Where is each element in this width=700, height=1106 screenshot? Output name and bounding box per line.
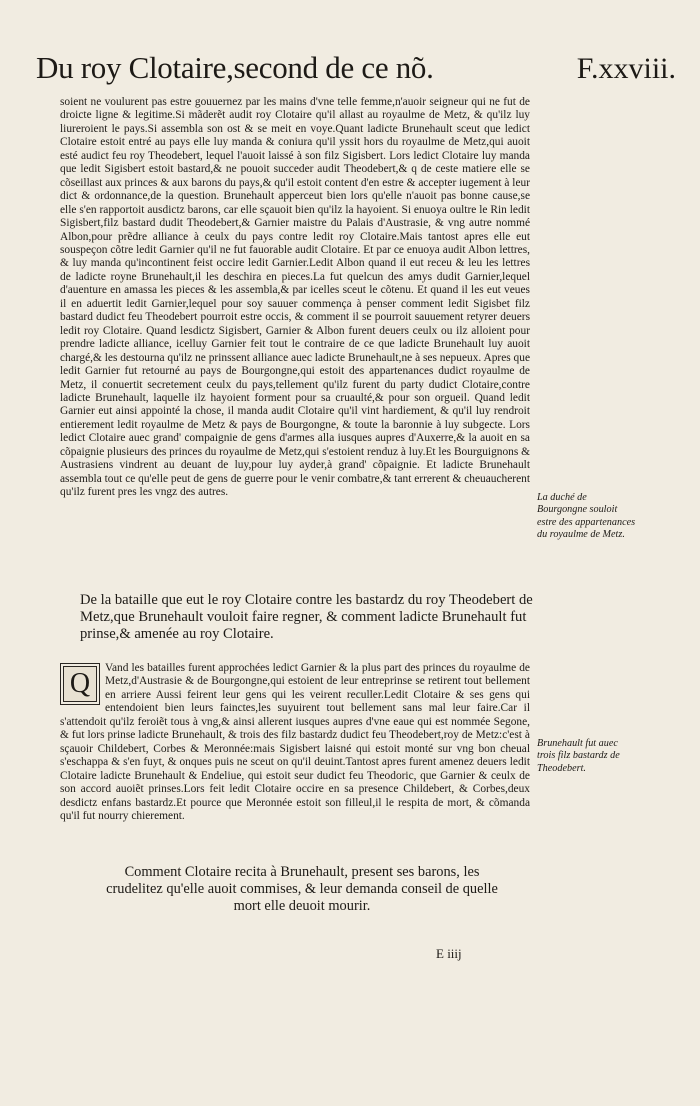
body-paragraph-2-block [60,662,530,823]
ornamental-initial: Q [60,663,100,705]
body-paragraph-1: soient ne voulurent pas estre gouuernez par les mains d'vne telle femme,n'auoir seigneur qui ne fut de droicte ligne & legitime.Si mãderẽt audit roy Clotaire qu'il allast au royaulme de Metz, & qu'ilz luy liureroient le pays.Si assembla son ost & se meit en voye.Quant ladicte Brunehault sceut que ledict Clotaire estoit entré au pays elle luy manda & coniura qu'il yssit hors du royaulme de Metz,qui auoit esté audict feu roy Theodebert, lequel l'auoit laissé à son filz Sigisbert. Lors ledict Clotaire luy manda que ledit Sigisbert estoit bastard,& ne pouoit succeder audit Theodebert,& q de ceste matiere elle se cõseillast aux princes & aux barons du pays,& qu'il estoit content d'en estre & accepter iugement à leur dict & ordonnance,de la question. Brunehault apperceut bien lors qu'elle n'auoit pas bonne cause,se elle s'en rapportoit ausdictz barons, car elle sçauoit bien qu'ilz la hayoient. Si enuoya oultre le Rin ledit Sigisbert,filz bastard dudit Theodebert,& Garnier maistre du Palais d'Austrasie, & vng autre nommé Albon,pour prẽdre alliance à ceulx du pays contre ledit roy Clotaire.Mais tantost apres elle eut souspeçon cõtre ledit Garnier qu'il ne fut fauorable audit Clotaire. Et par ce enuoya audit Albon lettres, & luy manda qu'incontinent feist occire ledit Garnier.Ledit Albon quand il eut receu & leu les lettres de ladicte royne Brunehault,il les deschira en pieces.La fut quelcun des amys dudit Garnier,lequel d'auenture en amassa les pieces & les assembla,& par icelles sceut le cõtenu. Et quand il les eut veues il en aduertit ledit Garnier,lequel pour soy sauuer commença à penser comment ledit Sigisbet filz bastard dudict feu Theodebert pourroit estre occis, & comment il se pourroit sauuement retyrer deuers ledit roy Clotaire. Quand lesdictz Sigisbert, Garnier & Albon furent deuers ceulx ou ilz alloient pour prendre ladicte alliance, icelluy Garnier feit tout le contraire de ce que ladicte Brunehault luy auoit chargé,& les destourna qu'ilz ne prinssent alliance auec ladicte Brunehault,ne à ses nepueux. Apres que ledit Garnier fut retourné au pays de Bourgongne,qui estoit des appartenances dudict royaulme de Metz, il conuertit secretement ceulx du pays,tellement qu'ilz furent du party dudict Clotaire,contre ladicte Brunehault, laquelle ilz hayoient forment pour sa cruaulté,& pour son orgueil. Quand ledit Garnier eut ainsi appointé la chose, il manda audit Clotaire qu'il vint hardiement, & qu'il luy rendroit entierement ledit royaulme de Metz & pays de Bourgongne, & toute la baronnie à luy subgecte. Lors ledict Clotaire auec grand' compaignie de gens d'armes alla iusques aupres d'Auxerre,& la auoit en sa cõpaignie plusieurs des princes du royaulme de Metz,qui s'estoient renduz à luy.Et les Bourguignons & Austrasiens vindrent au deuant de luy,pour luy ayder,à grand' cõpaignie. Et ladicte Brunehault assembla tout ce qu'elle peut de gens de guerre pour le venir combatre,& tant errerent & cheuaucherent qu'ilz furent pres les vngz des autres. [60,96,530,499]
signature-mark: E iiij [436,946,462,961]
body-paragraph-2: Vand les batailles furent approchées ledict Garnier & la plus part des princes du royaulme de Metz,d'Austrasie & de Bourgongne,qui estoient de leur entreprinse se retirent tout bellement en arriere Aussi feirent leur gens qui les veirent reculler.Ledit Clotaire & ses gens qui entendoient bien leurs fainctes,les suyuirent tout bellement sans mal leur faire.Car il s'attendoit qu'ilz feroiẽt tous à vng,& ainsi allerent iusques aupres d'vne eaue qui est nommée Segone, & fut lors prinse ladicte Brunehault, & trois des filz bastardz dudict feu Theodebert,roy de Metz:c'est à sçauoir Childebert, Corbes & Meronnée:mais Sigisbert laisné qui estoit monté sur vng bon cheual s'eschappa & s'en fuyt, & onques puis ne sceut on qu'il deuint.Tantost apres furent amenez deuers ledit Clotaire ladicte Brunehault & Endeliue, qui estoit seur dudict feu Theodoric, que Garnier & ceulx de son accord auoiẽt prinses.Lors feit ledit Clotaire occire en sa presence Childebert, & Corbes,deux desdictz enfans bastardz.Et pource que Meronnée estoit son filleul,il le respita de mort, & cõmanda qu'il fut nourry chierement. [60,662,530,822]
folio-number: F.xxviii. [576,52,676,85]
marginal-note-bourgongne: La duché de Bourgongne souloit estre des appartenances du royaulme de Metz. [537,492,636,541]
marginal-note-brunehault: Brunehault fut auec trois filz bastardz de Theodebert. [537,738,620,774]
page-header [36,50,676,94]
running-title: Du roy Clotaire,second de ce nõ. [36,50,434,85]
section-heading-battle: De la bataille que eut le roy Clotaire contre les bastardz du roy Theodebert de Metz,que Brunehault vouloit faire regner, & comment ladicte Brunehault fut prinse,& amenée au roy Clotaire. [80,592,533,642]
section-heading-recital: Comment Clotaire recita à Brunehault, present ses barons, les crudelitez qu'elle auoit commises, & leur demanda conseil de quelle mort elle deuoit mourir. [106,864,498,914]
